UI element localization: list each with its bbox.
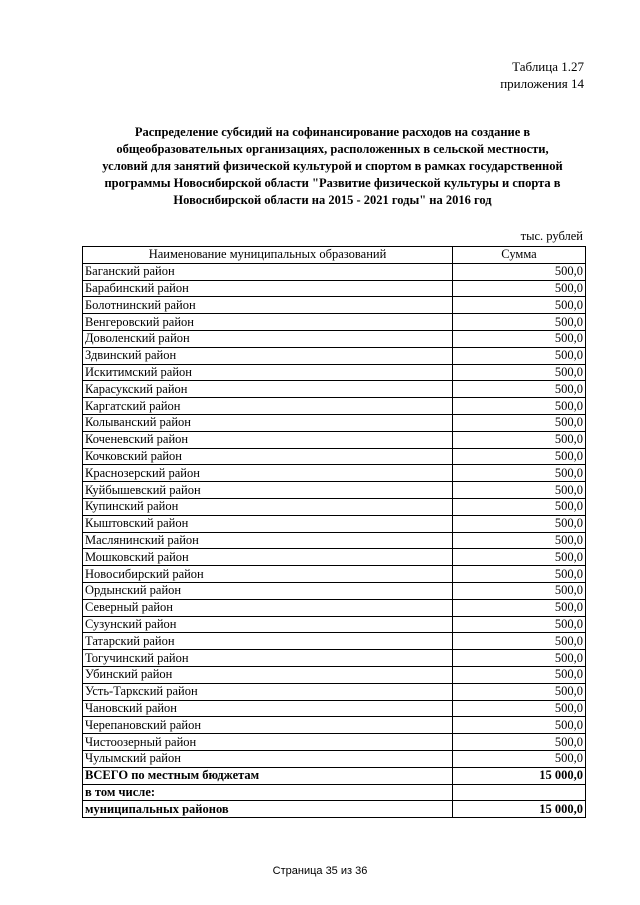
district-sum: 500,0 [453, 717, 586, 734]
district-name: Татарский район [83, 633, 453, 650]
including-row [83, 784, 586, 801]
district-name: Кочковский район [83, 448, 453, 465]
district-sum: 500,0 [453, 297, 586, 314]
district-name: Куйбышевский район [83, 482, 453, 499]
total-value: 15 000,0 [453, 767, 586, 784]
district-sum: 500,0 [453, 414, 586, 431]
district-sum: 500,0 [453, 448, 586, 465]
table-header-row [83, 247, 586, 264]
district-name: Усть-Таркский район [83, 683, 453, 700]
district-sum: 500,0 [453, 666, 586, 683]
district-name: Купинский район [83, 498, 453, 515]
table-row [83, 347, 586, 364]
table-row [83, 734, 586, 751]
district-name: Сузунский район [83, 616, 453, 633]
district-sum: 500,0 [453, 549, 586, 566]
district-sum: 500,0 [453, 683, 586, 700]
table-number: Таблица 1.27 [512, 59, 584, 74]
district-sum: 500,0 [453, 381, 586, 398]
units-label: тыс. рублей [520, 229, 583, 243]
district-name: Чановский район [83, 700, 453, 717]
district-sum: 500,0 [453, 700, 586, 717]
district-name: Болотнинский район [83, 297, 453, 314]
table-row [83, 414, 586, 431]
table-row [83, 330, 586, 347]
table-row [83, 633, 586, 650]
total-label: ВСЕГО по местным бюджетам [83, 767, 453, 784]
table-row [83, 498, 586, 515]
table-row [83, 582, 586, 599]
district-name: Барабинский район [83, 280, 453, 297]
table-row [83, 448, 586, 465]
subtotal-value: 15 000,0 [453, 801, 586, 818]
district-sum: 500,0 [453, 734, 586, 751]
district-name: Баганский район [83, 263, 453, 280]
district-name: Чулымский район [83, 750, 453, 767]
district-name: Северный район [83, 599, 453, 616]
table-row [83, 549, 586, 566]
district-sum: 500,0 [453, 616, 586, 633]
table-row [83, 482, 586, 499]
district-sum: 500,0 [453, 650, 586, 667]
column-header-name: Наименование муниципальных образований [83, 247, 453, 264]
district-name: Тогучинский район [83, 650, 453, 667]
page-number: Страница 35 из 36 [272, 865, 368, 877]
district-name: Карасукский район [83, 381, 453, 398]
district-name: Венгеровский район [83, 314, 453, 331]
table-row [83, 431, 586, 448]
table-row [83, 314, 586, 331]
table-row [83, 566, 586, 583]
district-sum: 500,0 [453, 364, 586, 381]
table-reference [500, 58, 584, 92]
table-row [83, 364, 586, 381]
table-row [83, 398, 586, 415]
district-sum: 500,0 [453, 465, 586, 482]
district-name: Черепановский район [83, 717, 453, 734]
subtotal-label: муниципальных районов [83, 801, 453, 818]
district-name: Каргатский район [83, 398, 453, 415]
including-value [453, 784, 586, 801]
table-row [83, 465, 586, 482]
district-sum: 500,0 [453, 633, 586, 650]
column-header-sum: Сумма [453, 247, 586, 264]
title-line: Новосибирской области на 2015 - 2021 годы" на 2016 год [173, 193, 492, 207]
district-name: Коченевский район [83, 431, 453, 448]
district-sum: 500,0 [453, 515, 586, 532]
table-row [83, 650, 586, 667]
total-row [83, 767, 586, 784]
table-row [83, 683, 586, 700]
district-name: Убинский район [83, 666, 453, 683]
table-row [83, 532, 586, 549]
district-sum: 500,0 [453, 582, 586, 599]
district-sum: 500,0 [453, 566, 586, 583]
table-row [83, 381, 586, 398]
district-sum: 500,0 [453, 482, 586, 499]
district-sum: 500,0 [453, 280, 586, 297]
table-row [83, 750, 586, 767]
district-name: Маслянинский район [83, 532, 453, 549]
district-sum: 500,0 [453, 532, 586, 549]
district-name: Кыштовский район [83, 515, 453, 532]
title-line: программы Новосибирской области "Развитие физической культуры и спорта в [104, 176, 561, 190]
district-sum: 500,0 [453, 498, 586, 515]
district-sum: 500,0 [453, 750, 586, 767]
district-name: Искитимский район [83, 364, 453, 381]
district-name: Колыванский район [83, 414, 453, 431]
district-name: Краснозерский район [83, 465, 453, 482]
appendix-number: приложения 14 [500, 76, 584, 91]
district-sum: 500,0 [453, 330, 586, 347]
district-name: Ордынский район [83, 582, 453, 599]
table-row [83, 666, 586, 683]
district-sum: 500,0 [453, 599, 586, 616]
district-name: Здвинский район [83, 347, 453, 364]
title-line: Распределение субсидий на софинансирование расходов на создание в [134, 125, 531, 139]
district-sum: 500,0 [453, 347, 586, 364]
district-sum: 500,0 [453, 263, 586, 280]
district-name: Мошковский район [83, 549, 453, 566]
district-name: Доволенский район [83, 330, 453, 347]
table-row [83, 717, 586, 734]
table-row [83, 700, 586, 717]
including-label: в том числе: [83, 784, 453, 801]
district-sum: 500,0 [453, 314, 586, 331]
district-sum: 500,0 [453, 398, 586, 415]
table-row [83, 599, 586, 616]
title-line: общеобразовательных организациях, расположенных в сельской местности, [116, 142, 549, 156]
table-row [83, 515, 586, 532]
district-name: Новосибирский район [83, 566, 453, 583]
subsidy-table [82, 246, 586, 818]
table-row [83, 616, 586, 633]
table-row [83, 280, 586, 297]
table-row [83, 263, 586, 280]
title-line: условий для занятий физической культурой и спортом в рамках государственной [102, 159, 563, 173]
subtotal-row [83, 801, 586, 818]
district-name: Чистоозерный район [83, 734, 453, 751]
document-title [80, 124, 585, 209]
district-sum: 500,0 [453, 431, 586, 448]
table-row [83, 297, 586, 314]
